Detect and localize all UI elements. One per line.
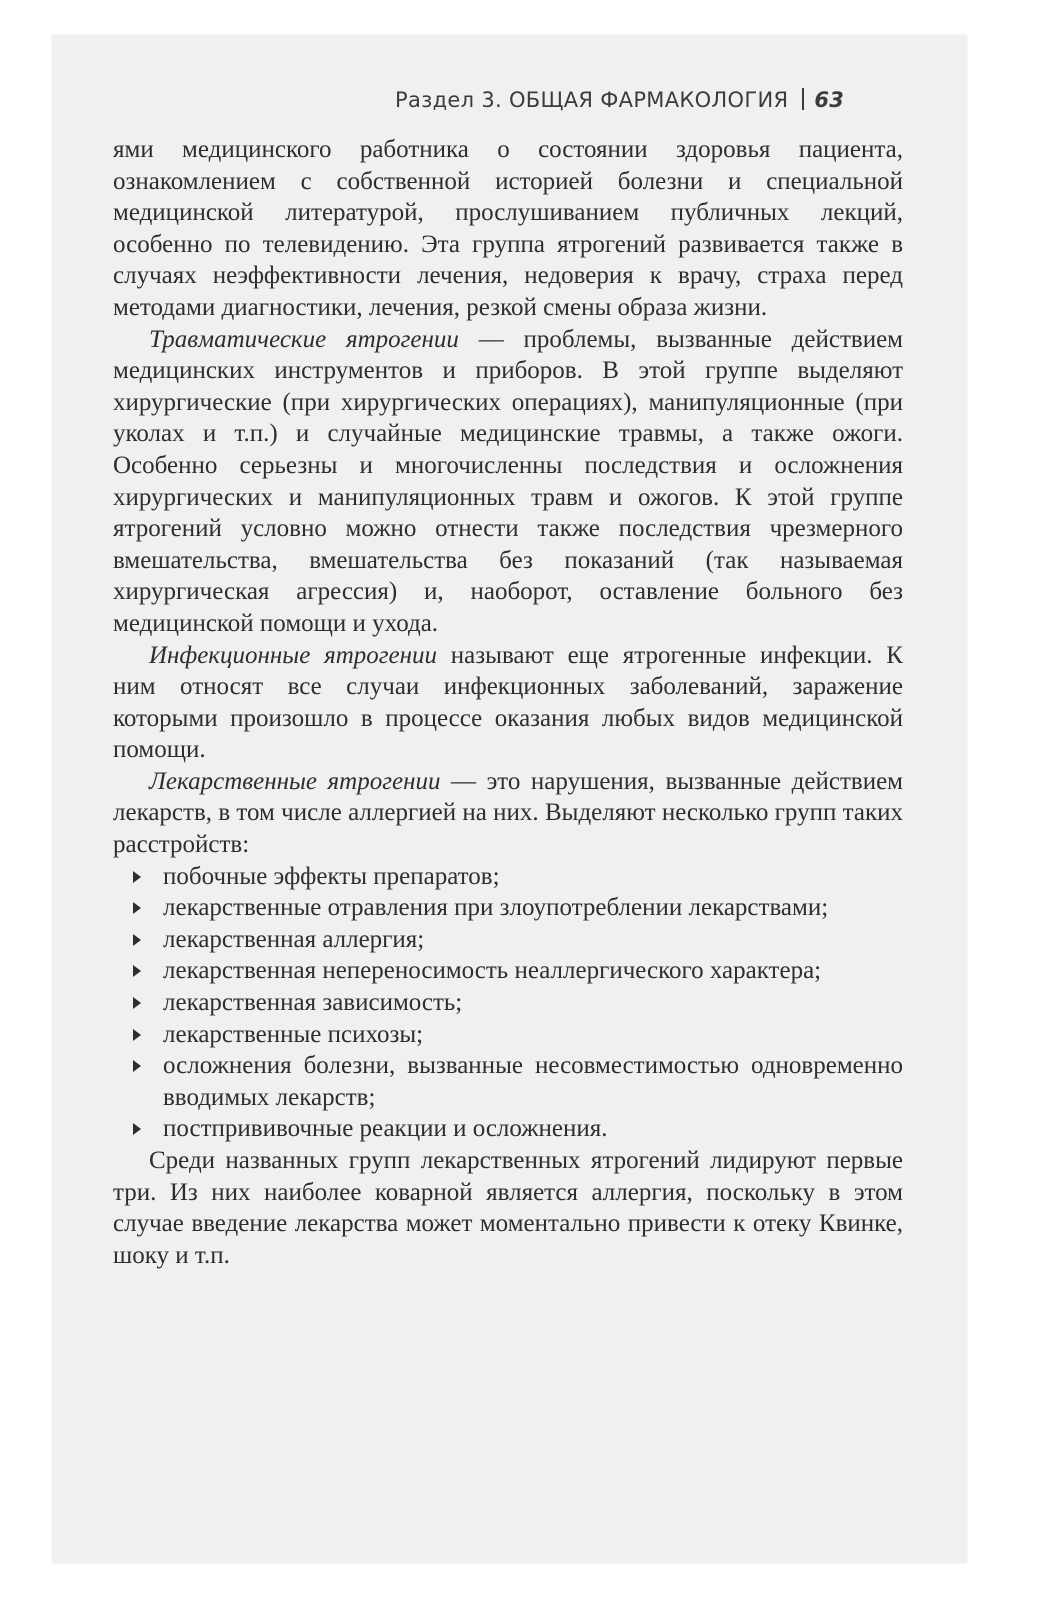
list-item-text: лекарственная аллергия; [163, 925, 425, 953]
list-item [113, 955, 903, 987]
list-item-text: осложнения болезни, вызванные несовместимостью одновременно вводимых лекарств; [163, 1052, 903, 1111]
list-item [113, 861, 903, 893]
paragraph-closing [113, 1145, 903, 1271]
triangle-bullet-icon [133, 965, 141, 977]
header-divider [802, 88, 804, 110]
list-item-text: побочные эффекты препаратов; [163, 862, 500, 890]
term-drug-iatrogenies: Лекарственные ятрогении [149, 767, 441, 795]
paragraph-traumatic-iatrogenies [113, 324, 903, 640]
list-item [113, 1050, 903, 1113]
triangle-bullet-icon [133, 902, 141, 914]
list-item [113, 924, 903, 956]
list-item-text: лекарственные отравления при злоупотреблении лекарствами; [163, 894, 829, 922]
list-item [113, 1113, 903, 1145]
paragraph-text: называют еще ятрогенные инфекции. К ним относят все случаи инфекционных заболеваний, заражение которыми произошло в процессе оказания любых видов медицинской помощи. [113, 641, 903, 764]
paragraph-text: ями медицинского работника о состоянии здоровья пациента, ознакомлением с собственной историей болезни и специальной медицинской литературой, прослушиванием публичных лекций, особенно по телевидению. Эта группа ятрогений развивается также в случаях неэффективности лечения, недоверия к врачу, страха перед методами диагностики, лечения, резкой смены образа жизни. [113, 136, 903, 321]
paragraph-continued [113, 134, 903, 324]
running-header [395, 88, 915, 118]
list-item-text: лекарственная непереносимость неаллергического характера; [163, 957, 822, 985]
bullet-list [113, 861, 903, 1145]
paragraph-infectious-iatrogenies [113, 640, 903, 766]
triangle-bullet-icon [133, 934, 141, 946]
list-item [113, 987, 903, 1019]
paragraph-text: Среди названных групп лекарственных ятрогений лидируют первые три. Из них наиболее коварной является аллергия, поскольку в этом случае введение лекарства может моментально привести к отеку Квинке, шоку и т.п. [113, 1147, 903, 1269]
list-item [113, 892, 903, 924]
body-text [113, 134, 903, 1271]
list-item-text: лекарственная зависимость; [163, 989, 463, 1017]
list-item-text: лекарственные психозы; [163, 1020, 424, 1048]
term-traumatic-iatrogenies: Травматические ятрогении [149, 325, 459, 353]
triangle-bullet-icon [133, 871, 141, 883]
triangle-bullet-icon [133, 1060, 141, 1072]
section-title: Раздел 3. ОБЩАЯ ФАРМАКОЛОГИЯ [395, 88, 789, 112]
triangle-bullet-icon [133, 997, 141, 1009]
paragraph-text: — проблемы, вызванные действием медицинских инструментов и приборов. В этой группе выделяют хирургические (при хирургических операциях), манипуляционные (при уколах и т.п.) и случайные медицинские травмы, а также ожоги. Особенно серьезны и многочисленны последствия и осложнения хирургических и манипуляционных травм и ожогов. К этой группе ятрогений условно можно отнести также последствия чрезмерного вмешательства, вмешательства без показаний (так называемая хирургическая агрессия) и, наоборот, оставление больного без медицинской помощи и ухода. [113, 325, 903, 637]
term-infectious-iatrogenies: Инфекционные ятрогении [149, 641, 438, 669]
triangle-bullet-icon [133, 1123, 141, 1135]
list-item [113, 1019, 903, 1051]
triangle-bullet-icon [133, 1029, 141, 1041]
paragraph-text: — это нарушения, вызванные действием лекарств, в том числе аллергией на них. Выделяют несколько групп таких расстройств: [113, 767, 903, 859]
paragraph-drug-iatrogenies [113, 766, 903, 861]
list-item-text: постпрививочные реакции и осложнения. [163, 1115, 608, 1143]
page-number: 63 [814, 88, 845, 112]
